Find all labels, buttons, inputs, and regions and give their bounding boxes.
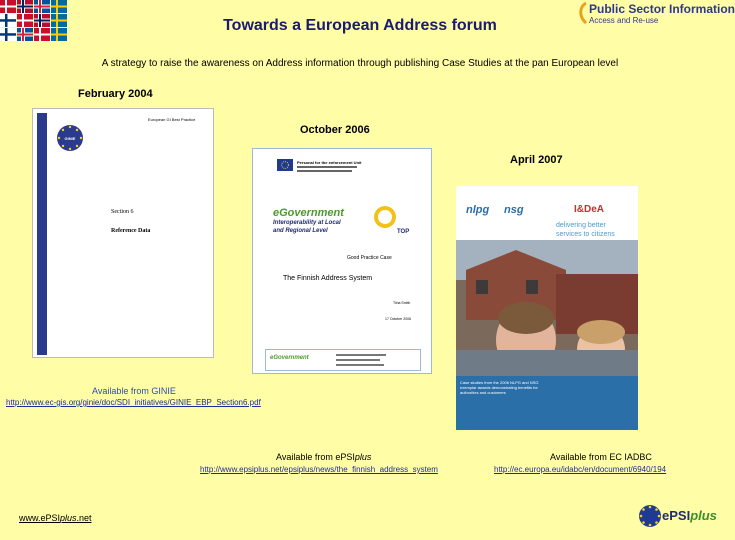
egov-tagline-1: Interoperability at Local <box>273 220 341 226</box>
epsi-header-line-2 <box>297 170 352 172</box>
ginie-logo-text: GINIE <box>64 136 76 141</box>
case-author: Tiina Smith <box>393 301 411 305</box>
idea-tagline-2: services to citizens <box>556 231 615 238</box>
epsi-header-text: Personal for the enforcement Unit <box>297 160 362 165</box>
idea-logo-nlpg: nlpg <box>466 204 490 216</box>
epsiplus-star-icon <box>638 504 662 528</box>
epsi-link[interactable]: http://www.epsiplus.net/epsiplus/news/the_finnish_address_system <box>200 465 438 474</box>
epsi-footer-line-1 <box>336 354 386 356</box>
epsiplus-logo-text <box>662 508 717 523</box>
epsi-document-cover[interactable] <box>252 148 432 374</box>
psi-logo-title: Public Sector Information <box>589 2 735 16</box>
epsi-availability <box>276 452 371 462</box>
epsi-footer-line-3 <box>336 364 384 366</box>
page-title: Towards a European Address forum <box>223 17 497 34</box>
epsi-footer-line-2 <box>336 359 380 361</box>
ginie-section-title: Reference Data <box>111 228 151 234</box>
idea-tagline-1: delivering better <box>556 222 606 229</box>
top-badge-text: TOP <box>397 229 410 235</box>
flag-iceland-icon <box>34 0 50 13</box>
idea-link[interactable]: http://ec.europa.eu/idabc/en/document/6940/194 <box>494 465 667 474</box>
children-photo <box>456 240 638 376</box>
idea-availability: Available from EC IADBC <box>550 452 652 462</box>
ginie-section: Section 6 <box>111 209 134 215</box>
epsi-availability-suffix: plus <box>354 452 372 462</box>
footer-site-link[interactable] <box>19 513 92 523</box>
date-idea: April 2007 <box>510 154 563 166</box>
footer-site-prefix: www.ePSI <box>19 513 61 523</box>
eu-flag-icon <box>277 159 293 171</box>
case-date: 17 October 2006 <box>385 317 412 321</box>
flag-sweden-icon <box>51 0 67 13</box>
ginie-cover-stripe <box>37 113 47 355</box>
idea-caption: Case studies from the 2006 NLPG and NSG exemplar awards demonstrating benefits for authorities and customers <box>460 380 539 395</box>
egov-brand: eGovernment <box>273 207 344 219</box>
epsi-availability-prefix: Available from ePSI <box>276 452 355 462</box>
ginie-document-cover[interactable] <box>32 108 214 358</box>
idea-logo-idea: I&DeA <box>574 204 605 215</box>
idea-logo-nsg: nsg <box>504 204 524 216</box>
ginie-cover-top: European GI Best Practice <box>148 117 196 122</box>
footer-site-mid: plus <box>60 513 77 523</box>
psi-logo <box>575 0 735 26</box>
date-ginie: February 2004 <box>78 88 153 100</box>
page-subtitle: A strategy to raise the awareness on Address information through publishing Case Studies at the pan European level <box>101 58 619 69</box>
epsi-header-line-1 <box>297 166 357 168</box>
epsi-footer-brand: eGovernment <box>270 355 309 361</box>
flag-denmark-icon <box>0 0 16 13</box>
date-epsi: October 2006 <box>300 124 370 136</box>
psi-logo-sub: Access and Re-use <box>589 16 659 25</box>
epsi-footer-box <box>265 349 421 371</box>
egov-tagline-2: and Regional Level <box>273 228 328 234</box>
epsiplus-logo <box>636 498 720 538</box>
case-title: The Finnish Address System <box>283 275 373 282</box>
top-award-icon <box>373 205 397 229</box>
epsiplus-logo-prefix: ePSI <box>662 508 691 523</box>
case-label: Good Practice Case <box>347 255 392 261</box>
idea-document-cover[interactable] <box>456 186 638 430</box>
ginie-link[interactable]: http://www.ec-gis.org/ginie/doc/SDI_initiatives/GINIE_EBP_Section6.pdf <box>6 398 261 407</box>
ginie-availability: Available from GINIE <box>92 386 176 396</box>
epsiplus-logo-suffix: plus <box>690 508 717 523</box>
flag-norway-icon <box>17 0 33 13</box>
footer-site-suffix: .net <box>76 513 92 523</box>
psi-swoosh-icon <box>577 2 588 24</box>
